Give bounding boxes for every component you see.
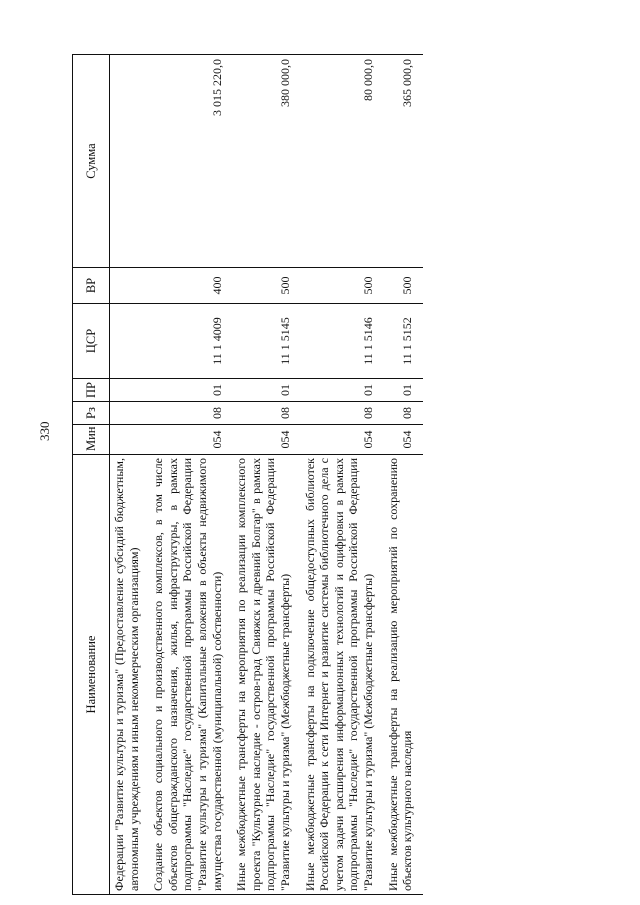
header-min: Мин — [73, 425, 110, 455]
table-row — [384, 55, 423, 895]
row-name: Иные межбюджетные трансферты на реализацию мероприятий по сохранению объектов культурного наследия — [384, 455, 423, 895]
row-pr: 01 — [232, 379, 300, 402]
row-sum: 365 000,0 — [384, 55, 423, 268]
budget-table-sheet — [72, 55, 618, 895]
row-vr: 500 — [232, 268, 300, 304]
table-row — [110, 55, 150, 895]
row-rz: 08 — [232, 402, 300, 425]
row-rz: 08 — [384, 402, 423, 425]
table-row — [149, 55, 232, 895]
row-min: 054 — [384, 425, 423, 455]
header-rz: Рз — [73, 402, 110, 425]
row-sum: 80 000,0 — [301, 55, 384, 268]
row-csr: 11 1 5146 — [301, 304, 384, 379]
row-csr: 11 1 5152 — [384, 304, 423, 379]
row-pr — [110, 379, 150, 402]
row-pr: 01 — [301, 379, 384, 402]
row-vr: 400 — [149, 268, 232, 304]
table-row — [301, 55, 384, 895]
header-sum: Сумма — [73, 55, 110, 268]
row-min: 054 — [232, 425, 300, 455]
budget-table — [72, 54, 423, 895]
header-name: Наименование — [73, 455, 110, 895]
row-vr: 500 — [384, 268, 423, 304]
header-pr: ПР — [73, 379, 110, 402]
row-sum — [110, 55, 150, 268]
row-csr: 11 1 4009 — [149, 304, 232, 379]
row-rz: 08 — [149, 402, 232, 425]
header-vr: ВР — [73, 268, 110, 304]
table-row — [232, 55, 300, 895]
row-min — [110, 425, 150, 455]
row-min: 054 — [301, 425, 384, 455]
row-pr: 01 — [384, 379, 423, 402]
row-vr — [110, 268, 150, 304]
row-vr: 500 — [301, 268, 384, 304]
row-pr: 01 — [149, 379, 232, 402]
row-rz: 08 — [301, 402, 384, 425]
row-csr — [110, 304, 150, 379]
row-min: 054 — [149, 425, 232, 455]
table-header-row — [73, 55, 110, 895]
row-name: Федерации "Развитие культуры и туризма" (Предоставление субсидий бюджетным, автономным учреждениям и иным некоммерческим организациям) — [110, 455, 150, 895]
row-name: Иные межбюджетные трансферты на мероприятия по реализации комплексного проекта "Культурное наследие - остров-град Свияжск и древний Болгар" в рамках подпрограммы "Наследие" государственной программы Российской Федерации "Развитие культуры и туризма" (Межбюджетные трансферты) — [232, 455, 300, 895]
row-sum: 380 000,0 — [232, 55, 300, 268]
page-number: 330 — [37, 421, 52, 441]
row-sum: 3 015 220,0 — [149, 55, 232, 268]
row-name: Создание объектов социального и производственного комплексов, в том числе объектов общегражданского назначения, жилья, инфраструктуры, в рамках подпрограммы "Наследие" государственной программы Российской Федерации "Развитие культуры и туризма" (Капитальные вложения в объекты недвижимого имущества государственной (муниципальной) собственности) — [149, 455, 232, 895]
header-csr: ЦСР — [73, 304, 110, 379]
row-csr: 11 1 5145 — [232, 304, 300, 379]
row-rz — [110, 402, 150, 425]
row-name: Иные межбюджетные трансферты на подключение общедоступных библиотек Российской Федерации к сети Интернет и развитие системы библиотечного дела с учетом задачи расширения информационных технологий и оцифровки в рамках подпрограммы "Наследие" государственной программы Российской Федерации "Развитие культуры и туризма" (Межбюджетные трансферты) — [301, 455, 384, 895]
